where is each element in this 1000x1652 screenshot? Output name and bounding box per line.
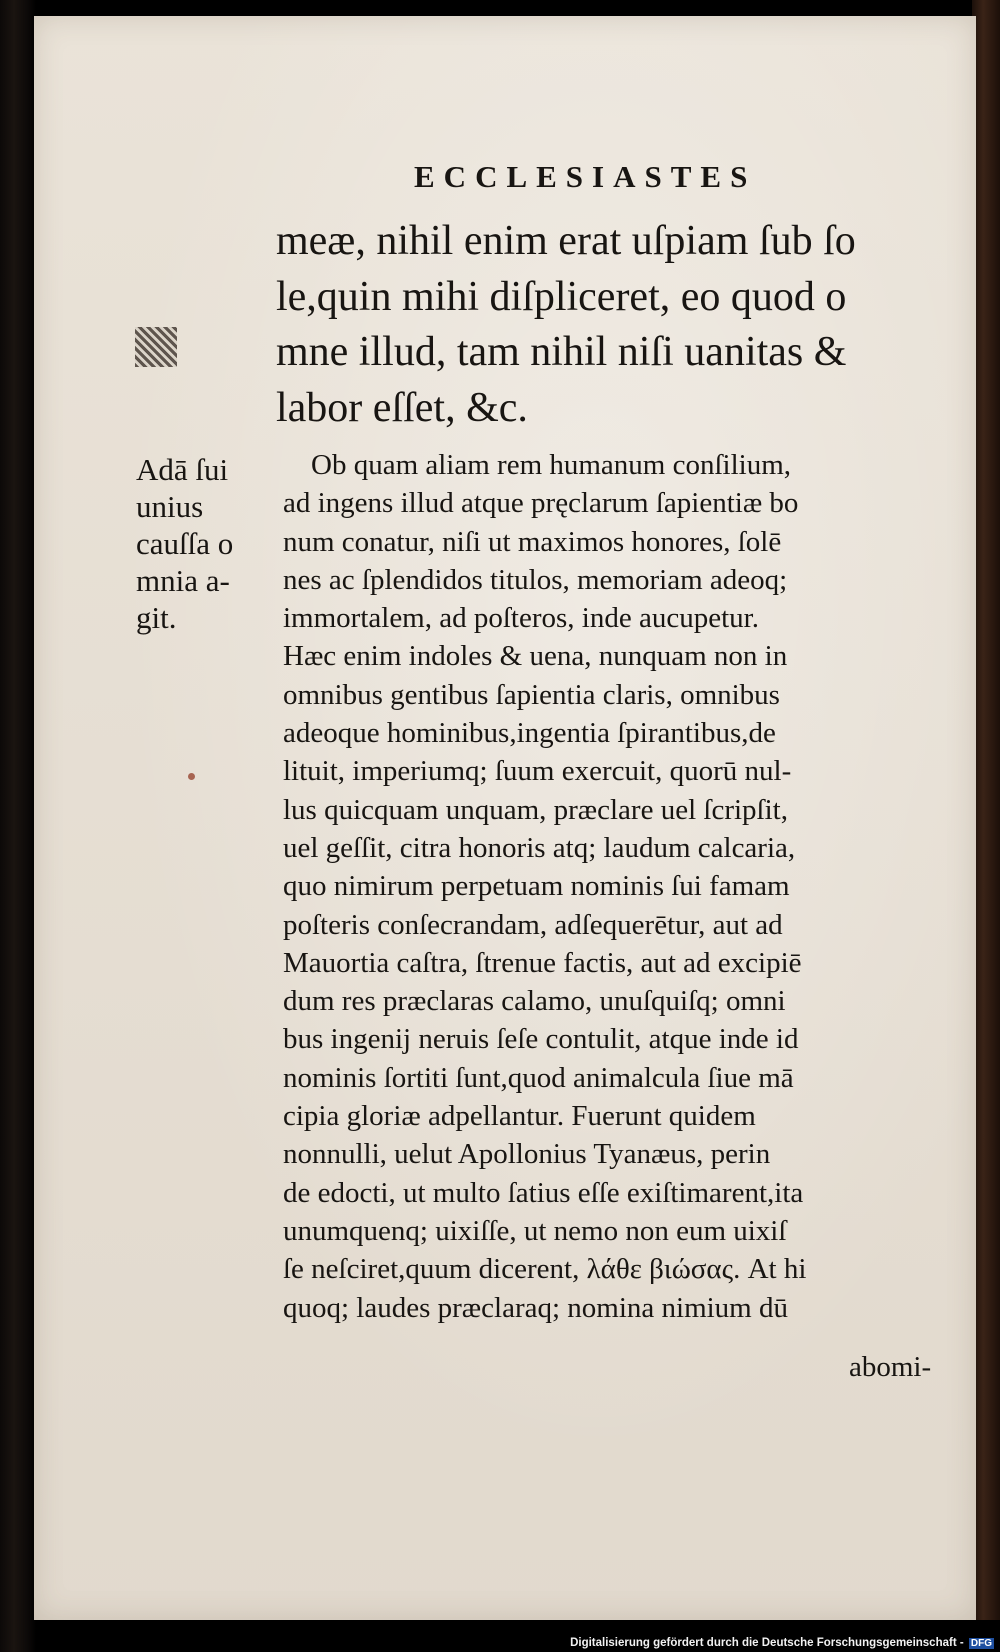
text-line: cipia gloriæ adpellantur. Fuerunt quidem: [283, 1100, 756, 1133]
text-line: quoq; laudes præclaraq; nomina nimium dū: [283, 1291, 788, 1324]
text-line: adeoque hominibus,ingentia ſpirantibus,de: [283, 717, 776, 750]
text-line: quo nimirum perpetuam nominis ſui famam: [283, 870, 790, 903]
text-line: nes ac ſplendidos titulos, memoriam adeoq;: [283, 563, 788, 596]
text-line: Mauortia caſtra, ſtrenue factis, aut ad excipiē: [283, 946, 802, 979]
text-line: nonnulli, uelut Apollonius Tyanæus, perin: [283, 1138, 771, 1171]
text-line: meæ, nihil enim erat uſpiam ſub ſo: [276, 218, 856, 264]
book-edge: [972, 0, 1000, 1620]
text-line: uel geſſit, citra honoris atq; laudum calcaria,: [283, 831, 796, 864]
marginal-note-line: unius: [136, 489, 204, 524]
text-line: lituit, imperiumq; ſuum exercuit, quorū nul-: [283, 755, 792, 788]
text-line: bus ingenij neruis ſeſe contulit, atque inde id: [283, 1023, 799, 1056]
marginal-note-line: cauſſa o: [136, 526, 234, 561]
text-line: mne illud, tam nihil niſi uanitas &: [276, 329, 847, 375]
text-line: ad ingens illud atque pręclarum ſapientiæ bo: [283, 487, 799, 520]
text-line: omnibus gentibus ſapientia claris, omnibus: [283, 678, 780, 711]
text-line: dum res præclaras calamo, unuſquiſq; omni: [283, 985, 786, 1018]
text-line: Hæc enim indoles & uena, nunquam non in: [283, 640, 788, 673]
credit-text: Digitalisierung gefördert durch die Deutsche Forschungsgemeinschaft -: [570, 1637, 964, 1649]
text-line: unumquenq; uixiſſe, ut nemo non eum uixiſ: [283, 1214, 787, 1247]
body-text-block: [283, 446, 963, 1327]
text-line: Ob quam aliam rem humanum conſilium,: [311, 449, 792, 481]
text-line: nominis ſortiti ſunt,quod animalcula ſiue mā: [283, 1061, 794, 1094]
text-line: de edocti, ut multo ſatius eſſe exiſtimarent,ita: [283, 1176, 804, 1209]
running-head: ECCLESIASTES: [414, 159, 757, 194]
marginal-note: [136, 451, 276, 636]
text-line: num conatur, niſi ut maximos honores, ſolē: [283, 525, 782, 558]
catchword: abomi-: [849, 1351, 932, 1383]
text-line: poſteris conſecrandam, adſequerētur, aut ad: [283, 908, 783, 941]
dfg-logo: DFG: [970, 1638, 992, 1649]
marginal-note-line: mnia a-: [136, 563, 230, 598]
digitization-credit: [570, 1637, 994, 1649]
text-line: labor eſſet, &c.: [276, 384, 528, 431]
text-line: le,quin mihi diſpliceret, eo quod o: [276, 273, 847, 320]
ink-speck: [188, 773, 195, 780]
upper-text-block: [276, 214, 966, 436]
marginal-note-line: git.: [136, 600, 177, 635]
text-line: immortalem, ad poſteros, inde aucupetur.: [283, 602, 759, 635]
book-page: [34, 16, 976, 1620]
text-line: ſe neſciret,quum dicerent, λάθε βιώσας. At hi: [283, 1253, 807, 1286]
text-line: lus quicquam unquam, præclare uel ſcripſit,: [283, 793, 788, 826]
printer-ornament-icon: [135, 327, 177, 367]
marginal-note-line: Adā ſui: [136, 452, 229, 487]
